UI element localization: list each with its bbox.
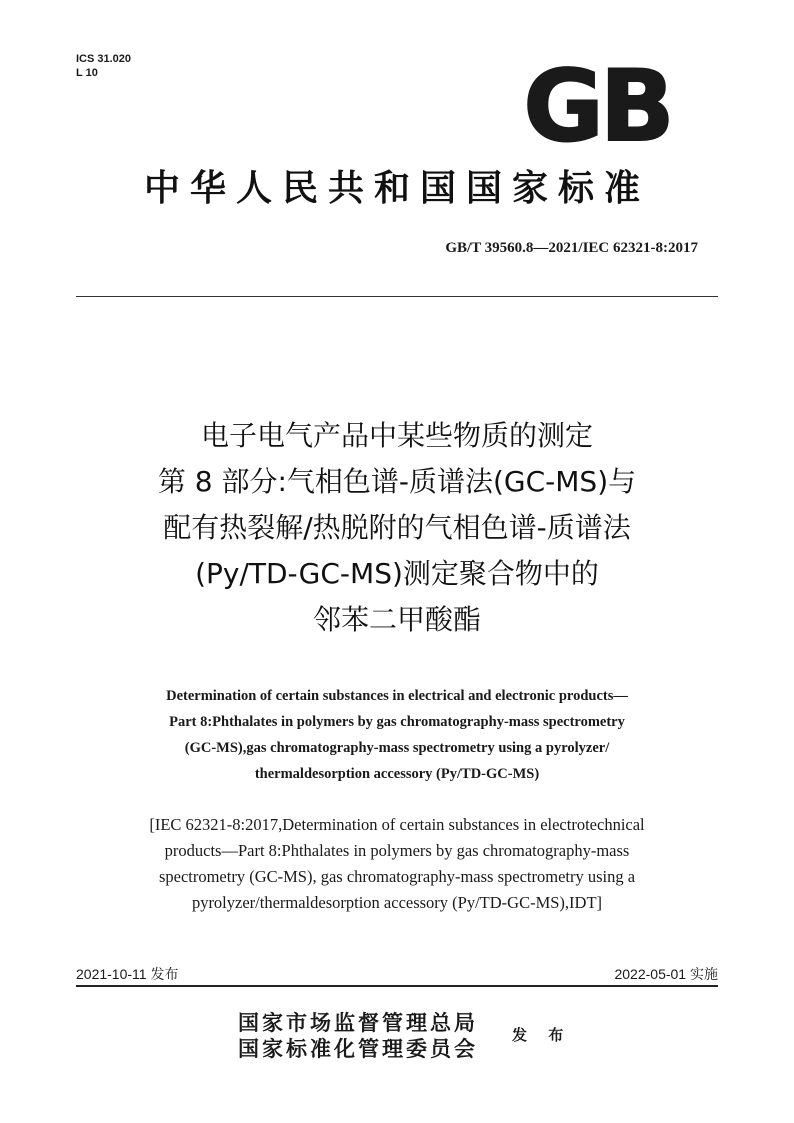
english-title-line: Determination of certain substances in electrical and electronic products— (166, 688, 628, 704)
english-title-line: (GC-MS),gas chromatography-mass spectrometry using a pyrolyzer/ (184, 740, 610, 756)
iec-reference (40, 812, 754, 916)
chinese-title-line: (Py/TD-GC-MS)测定聚合物中的 (195, 557, 599, 590)
ccs-code: L 10 (76, 67, 98, 79)
national-standard-title: 中华人民共和国国家标准 (143, 167, 650, 209)
chinese-title-line: 电子电气产品中某些物质的测定 (200, 419, 593, 452)
issue-date: 2021-10-11 发布 (76, 966, 179, 982)
iec-reference-line: [IEC 62321-8:2017,Determination of certain substances in electrotechnical (149, 815, 645, 834)
ics-code: ICS 31.020 (76, 53, 132, 65)
chinese-title-line: 配有热裂解/热脱附的气相色谱-质谱法 (163, 511, 631, 544)
implementation-date: 2022-05-01 实施 (614, 966, 718, 982)
issuing-authorities (238, 1010, 478, 1062)
iec-reference-line: products—Part 8:Phthalates in polymers by gas chromatography-mass (164, 841, 630, 860)
standard-number: GB/T 39560.8—2021/IEC 62321-8:2017 (445, 240, 698, 256)
english-title-line: thermaldesorption accessory (Py/TD-GC-MS) (254, 766, 540, 782)
chinese-title-line: 邻苯二甲酸酯 (312, 603, 481, 636)
chinese-title (40, 413, 754, 643)
issuer-sac: 国家标准化管理委员会 (238, 1036, 478, 1061)
english-title-line: Part 8:Phthalates in polymers by gas chromatography-mass spectrometry (169, 714, 625, 730)
publish-label: 发 布 (512, 1026, 572, 1044)
issuer-samr: 国家市场监督管理总局 (238, 1010, 478, 1035)
english-title (40, 683, 754, 787)
gb-logo-icon (517, 62, 677, 146)
footer-divider (76, 985, 718, 987)
gb-logo-text: GB (523, 62, 671, 146)
iec-reference-line: spectrometry (GC-MS), gas chromatography-mass spectrometry using a (158, 867, 636, 886)
classification-codes (76, 52, 131, 80)
iec-reference-line: pyrolyzer/thermaldesorption accessory (Py/TD-GC-MS),IDT] (191, 893, 603, 912)
header-divider (76, 296, 718, 297)
chinese-title-line: 第 8 部分:气相色谱-质谱法(GC-MS)与 (157, 465, 637, 498)
